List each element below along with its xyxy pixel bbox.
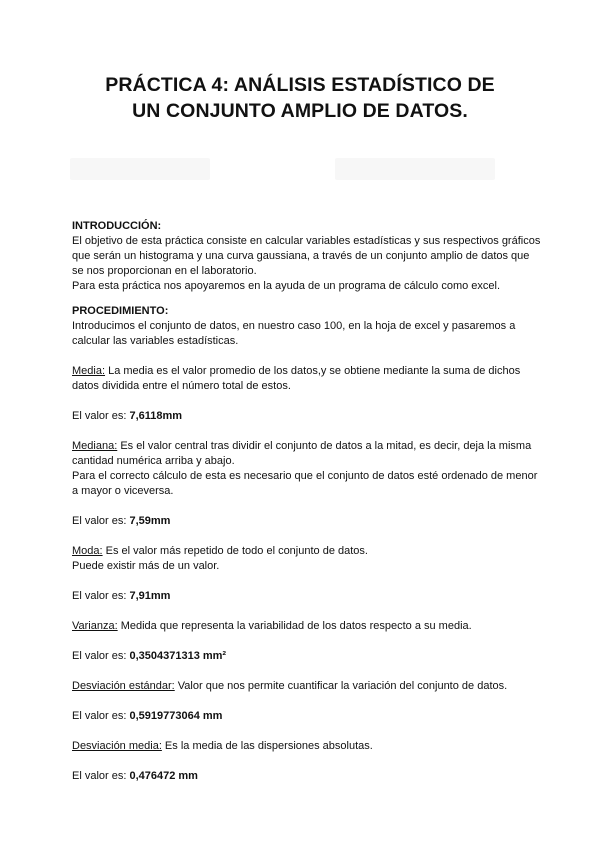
desviacion-media-definition [72,739,542,754]
mediana-value: 7,59mm [129,515,171,527]
mediana-value-line [72,514,542,529]
procedimiento-paragraph: Introducimos el conjunto de datos, en nuestro caso 100, en la hoja de excel y pasaremos a calcular las variables estadísticas. [72,320,516,347]
varianza-term: Varianza: [72,620,118,632]
moda-value-line [72,589,542,604]
moda-desc: Es el valor más repetido de todo el conjunto de datos. [102,545,368,557]
mediana-desc: Es el valor central tras dividir el conjunto de datos a la mitad, es decir, deja la misma cantidad numérica arriba y abajo. [72,440,532,467]
document-title [40,72,560,124]
procedimiento-heading: PROCEDIMIENTO: [72,305,169,317]
varianza-desc: Medida que representa la variabilidad de los datos respecto a su media. [117,620,472,632]
desviacion-estandar-term: Desviación estándar: [72,680,175,692]
value-prefix: El valor es: [72,515,130,527]
intro-paragraph-1: El objetivo de esta práctica consiste en calcular variables estadísticas y sus respectivos gráficos que serán un histograma y una curva gaussiana, a través de un conjunto amplio de datos que se nos proporcionan en el laboratorio. [72,235,541,277]
desviacion-estandar-desc: Valor que nos permite cuantificar la variación del conjunto de datos. [174,680,508,692]
desviacion-media-value-line [72,769,542,784]
value-prefix: El valor es: [72,710,130,722]
value-prefix: El valor es: [72,590,130,602]
media-value-line [72,409,542,424]
media-desc: La media es el valor promedio de los datos,y se obtiene mediante la suma de dichos datos dividida entre el número total de estos. [72,365,521,392]
desviacion-estandar-definition [72,679,542,694]
intro-heading: INTRODUCCIÓN: [72,220,162,232]
desviacion-estandar-value-line [72,709,542,724]
intro-paragraph-2: Para esta práctica nos apoyaremos en la ayuda de un programa de cálculo como excel. [72,280,501,292]
value-prefix: El valor es: [72,410,130,422]
varianza-value-line [72,649,542,664]
document-body [72,219,542,784]
desviacion-estandar-value: 0,5919773064 mm [129,710,223,722]
media-definition [72,364,542,394]
faded-text-left [70,158,210,180]
mediana-definition [72,439,542,469]
varianza-value: 0,3504371313 mm² [129,650,227,662]
value-prefix: El valor es: [72,650,130,662]
varianza-definition [72,619,542,634]
moda-value: 7,91mm [129,590,171,602]
moda-definition [72,544,542,559]
moda-definition-2: Puede existir más de un valor. [72,560,220,572]
value-prefix: El valor es: [72,770,130,782]
media-value: 7,6118mm [129,410,183,422]
mediana-definition-2: Para el correcto cálculo de esta es necesario que el conjunto de datos esté ordenado de menor a mayor o viceversa. [72,470,538,497]
faded-text-right [335,158,495,180]
title-line-1: PRÁCTICA 4: ANÁLISIS ESTADÍSTICO DE [105,74,495,96]
title-line-2: UN CONJUNTO AMPLIO DE DATOS. [132,100,468,122]
desviacion-media-term: Desviación media: [72,740,162,752]
desviacion-media-value: 0,476472 mm [129,770,198,782]
media-term: Media: [72,365,106,377]
desviacion-media-desc: Es la media de las dispersiones absolutas. [161,740,373,752]
moda-term: Moda: [72,545,103,557]
mediana-term: Mediana: [72,440,118,452]
